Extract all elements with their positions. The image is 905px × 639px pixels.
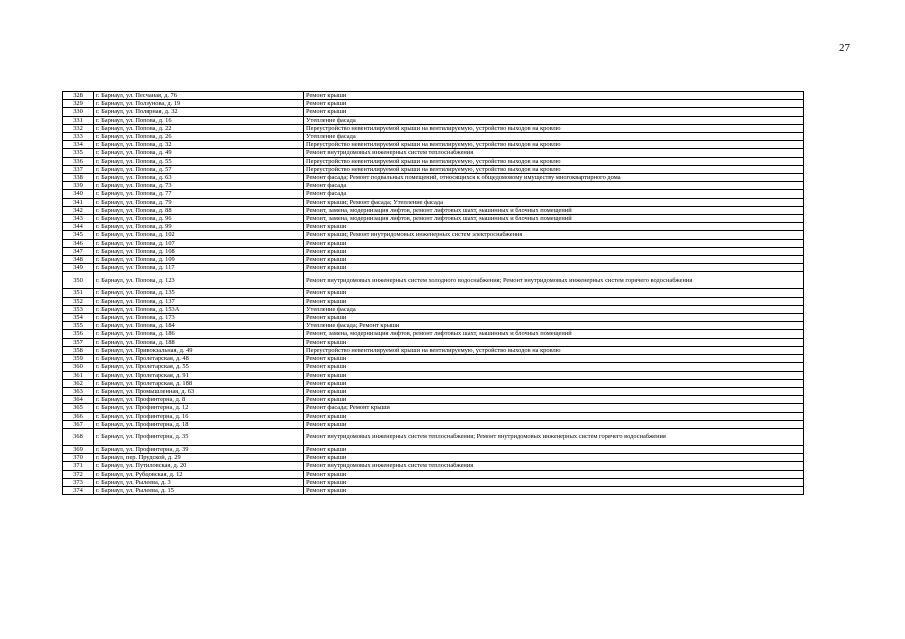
work-type-cell: Ремонт крыши [304,247,804,255]
row-number-cell: 329 [63,100,94,108]
work-type-cell: Ремонт крыши [304,264,804,272]
table-row [63,231,804,239]
address-cell: г. Барнаул, ул. Попова, д. 57 [94,165,304,173]
row-number-cell: 343 [63,215,94,223]
row-number-cell: 373 [63,478,94,486]
address-cell: г. Барнаул, ул. Профинтерна, д. 12 [94,404,304,412]
table-row [63,314,804,322]
row-number-cell: 349 [63,264,94,272]
row-number-cell: 339 [63,182,94,190]
registry-sheet [62,91,804,495]
row-number-cell: 338 [63,174,94,182]
row-number-cell: 346 [63,239,94,247]
row-number-cell: 371 [63,462,94,470]
row-number-cell: 368 [63,428,94,445]
table-row [63,412,804,420]
work-type-cell: Ремонт внутридомовых инженерных систем теплоснабжения; Ремонт внутридомовых инженерных систем горячего водоснабжения [304,428,804,445]
address-cell: г. Барнаул, ул. Попова, д. 79 [94,198,304,206]
table-row [63,338,804,346]
table-row [63,454,804,462]
address-cell: г. Барнаул, ул. Ползунова, д. 19 [94,100,304,108]
registry-table [62,91,804,495]
work-type-cell: Ремонт крыши [304,470,804,478]
address-cell: г. Барнаул, ул. Пролетарская, д. 48 [94,355,304,363]
work-type-cell: Утепление фасада [304,116,804,124]
table-row [63,322,804,330]
address-cell: г. Барнаул, ул. Попова, д. 109 [94,256,304,264]
work-type-cell: Ремонт крыши [304,445,804,453]
row-number-cell: 351 [63,289,94,297]
table-row [63,149,804,157]
work-type-cell: Ремонт крыши [304,454,804,462]
address-cell: г. Барнаул, ул. Профинтерна, д. 39 [94,445,304,453]
table-row [63,215,804,223]
work-type-cell: Переустройство невентилируемой крыши на вентилируемую, устройство выходов на кровлю [304,346,804,354]
work-type-cell: Переустройство невентилируемой крыши на вентилируемую, устройство выходов на кровлю [304,124,804,132]
table-row [63,239,804,247]
work-type-cell: Ремонт фасада; Ремонт крыши [304,404,804,412]
row-number-cell: 340 [63,190,94,198]
address-cell: г. Барнаул, ул. Попова, д. 107 [94,239,304,247]
page-number: 27 [839,42,850,54]
table-row [63,116,804,124]
address-cell: г. Барнаул, ул. Пролетарская, д. 91 [94,371,304,379]
table-row [63,445,804,453]
row-number-cell: 354 [63,314,94,322]
row-number-cell: 363 [63,387,94,395]
table-row [63,92,804,100]
row-number-cell: 344 [63,223,94,231]
work-type-cell: Ремонт крыши [304,289,804,297]
address-cell: г. Барнаул, ул. Профинтерна, д. 16 [94,412,304,420]
work-type-cell: Ремонт, замена, модернизация лифтов, ремонт лифтовых шахт, машинных и блочных помещений [304,206,804,214]
registry-table-body [63,92,804,495]
row-number-cell: 370 [63,454,94,462]
table-row [63,223,804,231]
row-number-cell: 352 [63,297,94,305]
row-number-cell: 337 [63,165,94,173]
work-type-cell: Ремонт крыши [304,396,804,404]
table-row [63,206,804,214]
work-type-cell: Ремонт крыши [304,100,804,108]
work-type-cell: Переустройство невентилируемой крыши на вентилируемую, устройство выходов на кровлю [304,141,804,149]
table-row [63,330,804,338]
table-row [63,297,804,305]
address-cell: г. Барнаул, ул. Попова, д. 123 [94,272,304,289]
table-row [63,486,804,494]
address-cell: г. Барнаул, ул. Попова, д. 99 [94,223,304,231]
table-row [63,256,804,264]
work-type-cell: Ремонт крыши [304,239,804,247]
address-cell: г. Барнаул, ул. Промышленная, д. 63 [94,387,304,395]
work-type-cell: Ремонт крыши [304,420,804,428]
table-row [63,133,804,141]
address-cell: г. Барнаул, ул. Профинтерна, д. 35 [94,428,304,445]
row-number-cell: 356 [63,330,94,338]
table-row [63,404,804,412]
address-cell: г. Барнаул, ул. Попова, д. 184 [94,322,304,330]
table-row [63,470,804,478]
table-row [63,190,804,198]
address-cell: г. Барнаул, пер. Прудской, д. 29 [94,454,304,462]
row-number-cell: 372 [63,470,94,478]
table-row [63,379,804,387]
row-number-cell: 374 [63,486,94,494]
table-row [63,108,804,116]
row-number-cell: 328 [63,92,94,100]
address-cell: г. Барнаул, ул. Песчаная, д. 76 [94,92,304,100]
work-type-cell: Ремонт крыши [304,92,804,100]
address-cell: г. Барнаул, ул. Привокзальная, д. 49 [94,346,304,354]
table-row [63,165,804,173]
work-type-cell: Ремонт крыши [304,314,804,322]
table-row [63,371,804,379]
work-type-cell: Ремонт внутридомовых инженерных систем теплоснабжения [304,149,804,157]
work-type-cell: Ремонт внутридомовых инженерных систем теплоснабжения [304,462,804,470]
row-number-cell: 345 [63,231,94,239]
table-row [63,420,804,428]
row-number-cell: 330 [63,108,94,116]
address-cell: г. Барнаул, ул. Попова, д. 102 [94,231,304,239]
table-row [63,124,804,132]
work-type-cell: Ремонт, замена, модернизация лифтов, ремонт лифтовых шахт, машинных и блочных помещений [304,215,804,223]
address-cell: г. Барнаул, ул. Пролетарская, д. 188 [94,379,304,387]
table-row [63,387,804,395]
row-number-cell: 364 [63,396,94,404]
work-type-cell: Утепление фасада [304,133,804,141]
row-number-cell: 358 [63,346,94,354]
address-cell: г. Барнаул, ул. Попова, д. 55 [94,157,304,165]
address-cell: г. Барнаул, ул. Попова, д. 88 [94,206,304,214]
table-row [63,264,804,272]
table-row [63,182,804,190]
work-type-cell: Ремонт фасада; Ремонт подвальных помещений, относящихся к общедомовому имуществу многоквартирного дома [304,174,804,182]
row-number-cell: 361 [63,371,94,379]
row-number-cell: 359 [63,355,94,363]
table-row [63,289,804,297]
row-number-cell: 336 [63,157,94,165]
table-row [63,396,804,404]
address-cell: г. Барнаул, ул. Путиловская, д. 20 [94,462,304,470]
address-cell: г. Барнаул, ул. Попова, д. 117 [94,264,304,272]
table-row [63,355,804,363]
address-cell: г. Барнаул, ул. Полярная, д. 32 [94,108,304,116]
address-cell: г. Барнаул, ул. Попова, д. 32 [94,141,304,149]
address-cell: г. Барнаул, ул. Попова, д. 188 [94,338,304,346]
work-type-cell: Ремонт крыши [304,379,804,387]
work-type-cell: Ремонт фасада [304,182,804,190]
work-type-cell: Ремонт крыши [304,486,804,494]
address-cell: г. Барнаул, ул. Рылеева, д. 15 [94,486,304,494]
row-number-cell: 333 [63,133,94,141]
table-row [63,346,804,354]
address-cell: г. Барнаул, ул. Попова, д. 49 [94,149,304,157]
table-row [63,363,804,371]
address-cell: г. Барнаул, ул. Попова, д. 186 [94,330,304,338]
address-cell: г. Барнаул, ул. Попова, д. 137 [94,297,304,305]
row-number-cell: 341 [63,198,94,206]
row-number-cell: 357 [63,338,94,346]
address-cell: г. Барнаул, ул. Попова, д. 173 [94,314,304,322]
row-number-cell: 366 [63,412,94,420]
address-cell: г. Барнаул, ул. Попова, д. 16 [94,116,304,124]
work-type-cell: Ремонт крыши [304,387,804,395]
work-type-cell: Ремонт крыши [304,297,804,305]
row-number-cell: 335 [63,149,94,157]
row-number-cell: 348 [63,256,94,264]
address-cell: г. Барнаул, ул. Профинтерна, д. 8 [94,396,304,404]
row-number-cell: 331 [63,116,94,124]
table-row [63,100,804,108]
address-cell: г. Барнаул, ул. Попова, д. 135 [94,289,304,297]
work-type-cell: Утепление фасада [304,305,804,313]
table-row [63,305,804,313]
work-type-cell: Ремонт крыши [304,355,804,363]
table-row [63,198,804,206]
work-type-cell: Ремонт крыши; Ремонт внутридомовых инженерных систем электроснабжения [304,231,804,239]
address-cell: г. Барнаул, ул. Попова, д. 26 [94,133,304,141]
row-number-cell: 334 [63,141,94,149]
work-type-cell: Ремонт крыши [304,412,804,420]
table-row [63,174,804,182]
address-cell: г. Барнаул, ул. Попова, д. 108 [94,247,304,255]
work-type-cell: Ремонт крыши [304,223,804,231]
work-type-cell: Ремонт фасада [304,190,804,198]
row-number-cell: 342 [63,206,94,214]
row-number-cell: 350 [63,272,94,289]
work-type-cell: Ремонт крыши [304,108,804,116]
table-row [63,141,804,149]
address-cell: г. Барнаул, ул. Пролетарская, д. 55 [94,363,304,371]
work-type-cell: Ремонт, замена, модернизация лифтов, ремонт лифтовых шахт, машинных и блочных помещений [304,330,804,338]
address-cell: г. Барнаул, ул. Рубцовская, д. 12 [94,470,304,478]
work-type-cell: Ремонт крыши [304,256,804,264]
work-type-cell: Ремонт внутридомовых инженерных систем холодного водоснабжения; Ремонт внутридомовых инженерных систем горячего водоснабжения [304,272,804,289]
work-type-cell: Ремонт крыши [304,478,804,486]
address-cell: г. Барнаул, ул. Попова, д. 77 [94,190,304,198]
row-number-cell: 362 [63,379,94,387]
row-number-cell: 347 [63,247,94,255]
work-type-cell: Переустройство невентилируемой крыши на вентилируемую, устройство выходов на кровлю [304,157,804,165]
row-number-cell: 367 [63,420,94,428]
address-cell: г. Барнаул, ул. Попова, д. 22 [94,124,304,132]
address-cell: г. Барнаул, ул. Попова, д. 96 [94,215,304,223]
work-type-cell: Переустройство невентилируемой крыши на вентилируемую, устройство выходов на кровлю [304,165,804,173]
work-type-cell: Ремонт крыши; Ремонт фасада; Утепление фасада [304,198,804,206]
work-type-cell: Ремонт крыши [304,363,804,371]
table-row [63,478,804,486]
table-row [63,272,804,289]
row-number-cell: 355 [63,322,94,330]
table-row [63,247,804,255]
work-type-cell: Ремонт крыши [304,371,804,379]
table-row [63,462,804,470]
address-cell: г. Барнаул, ул. Рылеева, д. 3 [94,478,304,486]
row-number-cell: 332 [63,124,94,132]
address-cell: г. Барнаул, ул. Попова, д. 73 [94,182,304,190]
address-cell: г. Барнаул, ул. Профинтерна, д. 18 [94,420,304,428]
address-cell: г. Барнаул, ул. Попова, д. 153А [94,305,304,313]
row-number-cell: 353 [63,305,94,313]
table-row [63,157,804,165]
work-type-cell: Утепление фасада; Ремонт крыши [304,322,804,330]
table-row [63,428,804,445]
row-number-cell: 365 [63,404,94,412]
address-cell: г. Барнаул, ул. Попова, д. 63 [94,174,304,182]
row-number-cell: 360 [63,363,94,371]
row-number-cell: 369 [63,445,94,453]
work-type-cell: Ремонт крыши [304,338,804,346]
